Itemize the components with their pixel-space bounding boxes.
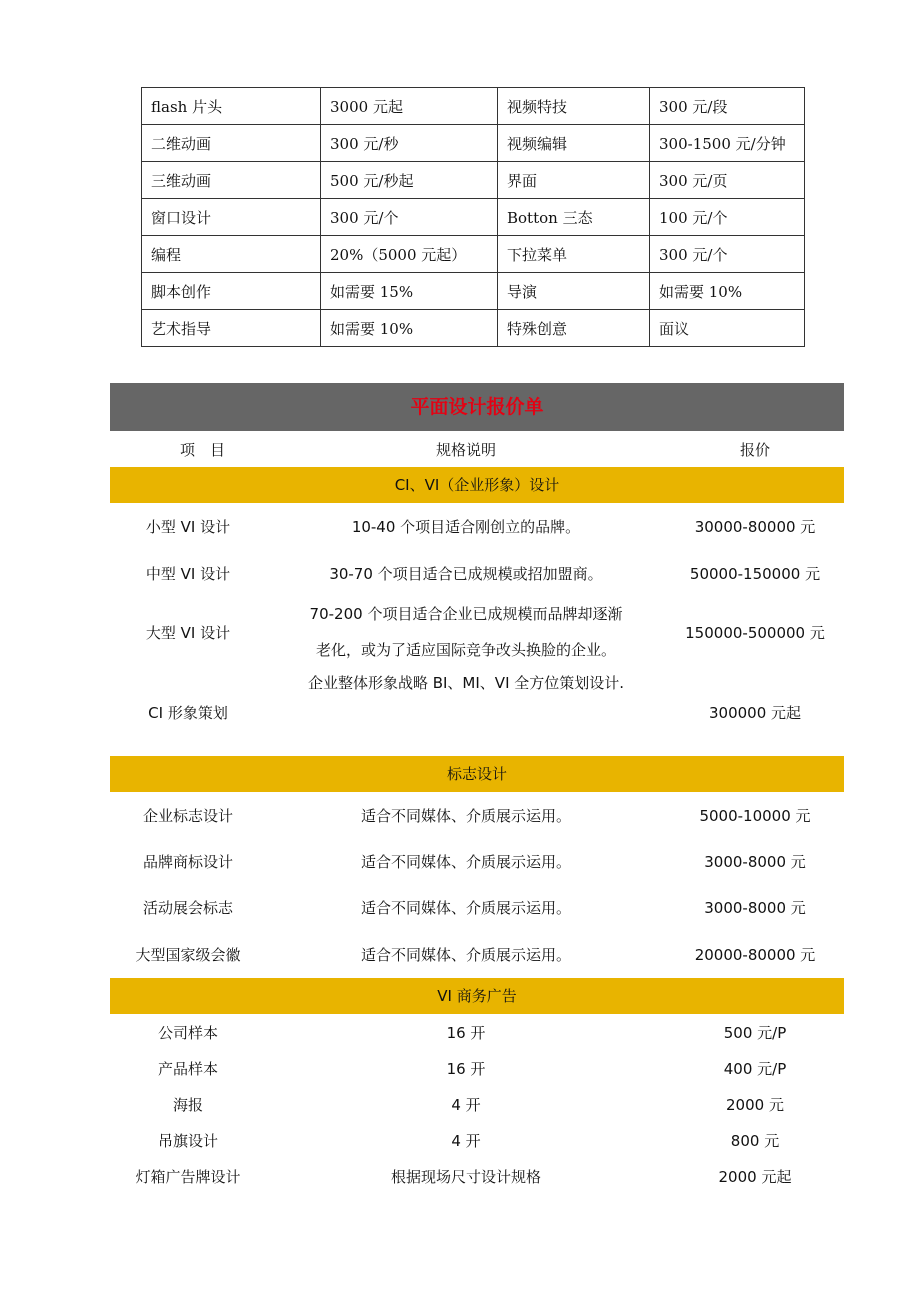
- table-cell: 500 元/秒起: [321, 162, 498, 199]
- table-cell: 面议: [650, 310, 805, 347]
- row-desc: 适合不同媒体、介质展示运用。: [360, 898, 571, 917]
- price-sheet-title: 平面设计报价单: [110, 383, 844, 431]
- table-cell: 300 元/个: [650, 236, 805, 273]
- header-price: 报价: [739, 440, 770, 459]
- header-spec: 规格说明: [435, 440, 496, 459]
- table-cell: 脚本创作: [142, 273, 321, 310]
- table-cell: flash 片头: [142, 88, 321, 125]
- table-cell: 300 元/个: [321, 199, 498, 236]
- row-item: 中型 VI 设计: [145, 564, 231, 583]
- row-desc: 根据现场尺寸设计规格: [390, 1167, 541, 1186]
- header-item: 项 目: [180, 440, 226, 459]
- graphic-design-price-sheet: [110, 383, 844, 1194]
- row-desc: 适合不同媒体、介质展示运用。: [360, 945, 571, 964]
- row-price: 20000-80000 元: [694, 945, 816, 964]
- table-cell: 三维动画: [142, 162, 321, 199]
- row-item: 产品样本: [157, 1059, 218, 1078]
- row-desc: 适合不同媒体、介质展示运用。: [360, 806, 571, 825]
- table-cell: 导演: [498, 273, 650, 310]
- table-cell: 300 元/秒: [321, 125, 498, 162]
- row-price: 800 元: [730, 1131, 780, 1150]
- row-price: 400 元/P: [723, 1059, 787, 1078]
- multimedia-price-table: [141, 87, 805, 347]
- row-price: 300000 元起: [708, 703, 802, 722]
- row-item: 公司样本: [157, 1023, 218, 1042]
- row-desc: 适合不同媒体、介质展示运用。: [360, 852, 571, 871]
- row-desc: 16 开: [446, 1023, 486, 1042]
- row-item: 企业标志设计: [142, 806, 233, 825]
- table-cell: 编程: [142, 236, 321, 273]
- table-row: [110, 1050, 844, 1086]
- table-row: [142, 310, 805, 347]
- table-row: [142, 236, 805, 273]
- table-cell: 300 元/段: [650, 88, 805, 125]
- table-cell: 界面: [498, 162, 650, 199]
- table-row: [110, 503, 844, 550]
- table-row: [142, 125, 805, 162]
- row-item: 吊旗设计: [157, 1131, 218, 1150]
- table-row: [110, 550, 844, 596]
- table-row: [110, 838, 844, 884]
- section-ci-vi: CI、VI（企业形象）设计: [110, 467, 844, 503]
- row-price: 50000-150000 元: [689, 564, 821, 583]
- table-row: [110, 668, 844, 736]
- row-price: 3000-8000 元: [704, 852, 806, 871]
- table-cell: 下拉菜单: [498, 236, 650, 273]
- table-cell: 300-1500 元/分钟: [650, 125, 805, 162]
- row-item: 大型 VI 设计: [145, 623, 231, 642]
- table-cell: 艺术指导: [142, 310, 321, 347]
- table-row: [110, 930, 844, 978]
- table-cell: 特殊创意: [498, 310, 650, 347]
- row-desc: 4 开: [451, 1095, 481, 1114]
- table-cell: 二维动画: [142, 125, 321, 162]
- table-row: [110, 884, 844, 930]
- table-cell: Botton 三态: [498, 199, 650, 236]
- row-price: 2000 元起: [718, 1167, 792, 1186]
- row-desc: 企业整体形象战略 BI、MI、VI 全方位策划设计.: [307, 674, 625, 692]
- row-price: 3000-8000 元: [704, 898, 806, 917]
- table-row: [110, 1014, 844, 1050]
- row-desc: 30-70 个项目适合已成规模或招加盟商。: [329, 564, 603, 583]
- row-price: 30000-80000 元: [694, 518, 816, 536]
- table-cell: 300 元/页: [650, 162, 805, 199]
- row-item: 大型国家级会徽: [135, 945, 241, 964]
- table-row: [142, 199, 805, 236]
- column-header-row: [110, 431, 844, 467]
- table-cell: 视频编辑: [498, 125, 650, 162]
- row-item: 小型 VI 设计: [145, 518, 231, 536]
- row-price: 500 元/P: [723, 1023, 787, 1042]
- table-row: [142, 162, 805, 199]
- table-cell: 窗口设计: [142, 199, 321, 236]
- row-item: 海报: [172, 1095, 203, 1114]
- row-price: 150000-500000 元: [685, 623, 825, 642]
- table-cell: 如需要 15%: [321, 273, 498, 310]
- row-desc-line: 70-200 个项目适合企业已成规模而品牌却逐渐: [309, 605, 623, 623]
- table-cell: 100 元/个: [650, 199, 805, 236]
- table-cell: 如需要 10%: [650, 273, 805, 310]
- row-desc: 10-40 个项目适合刚创立的品牌。: [351, 518, 581, 536]
- row-item: CI 形象策划: [148, 703, 228, 722]
- table-row: [110, 1086, 844, 1122]
- table-cell: 20%（5000 元起）: [321, 236, 498, 273]
- section-logo-design: 标志设计: [110, 756, 844, 792]
- table-row: [110, 1158, 844, 1194]
- table-cell: 3000 元起: [321, 88, 498, 125]
- row-price: 5000-10000 元: [699, 806, 811, 825]
- row-desc: 16 开: [446, 1059, 486, 1078]
- table-row: [110, 1122, 844, 1158]
- table-row: [110, 792, 844, 838]
- row-desc: [266, 596, 666, 668]
- table-row: [142, 273, 805, 310]
- table-cell: 如需要 10%: [321, 310, 498, 347]
- row-desc-line: 老化，或为了适应国际竞争改头换脸的企业。: [315, 641, 616, 659]
- row-item: 活动展会标志: [142, 898, 233, 917]
- row-item: 品牌商标设计: [142, 852, 233, 871]
- section-vi-business-ads: VI 商务广告: [110, 978, 844, 1014]
- table-row: [110, 596, 844, 668]
- row-price: 2000 元: [726, 1095, 784, 1114]
- row-desc: 4 开: [451, 1131, 481, 1150]
- table-row: [142, 88, 805, 125]
- row-item: 灯箱广告牌设计: [135, 1167, 241, 1186]
- table-cell: 视频特技: [498, 88, 650, 125]
